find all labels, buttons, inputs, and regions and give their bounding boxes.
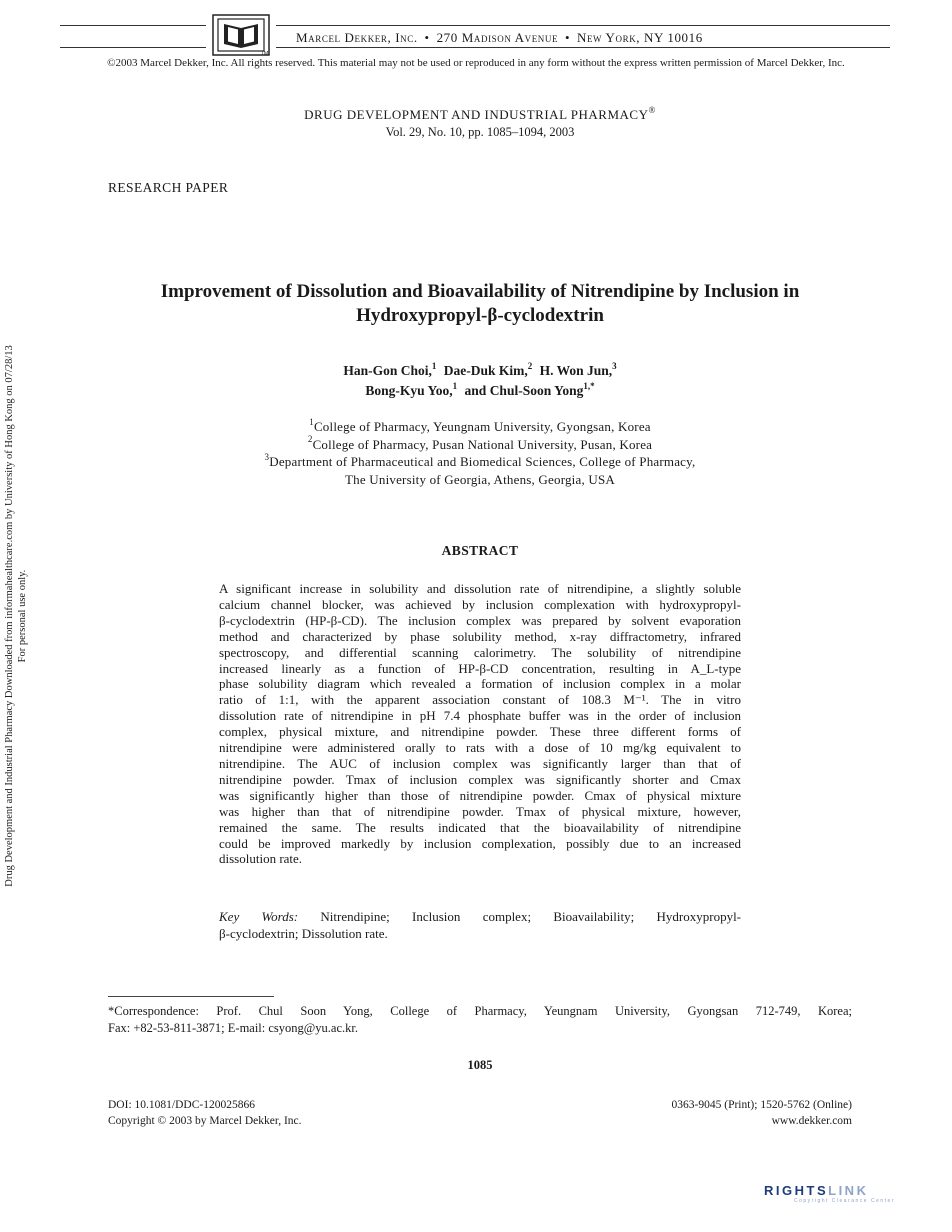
affiliation-2-sup: 2	[307, 434, 313, 445]
watermark-line-2: For personal use only.	[17, 569, 28, 663]
abstract-line-17: could be improved markedly by inclusion complexation, possibly due to an increased	[219, 835, 741, 851]
abstract-line-18: dissolution rate.	[219, 851, 303, 867]
keywords-label: Key Words:	[219, 909, 299, 924]
author-2: Dae-Duk Kim,	[443, 363, 528, 378]
title-line-2: Hydroxypropyl-β-cyclodextrin	[356, 305, 604, 326]
rightslink-word-rights: RIGHTS	[764, 1183, 829, 1198]
author-line-2	[0, 381, 952, 401]
affiliation-1-sup: 1	[309, 416, 314, 427]
author-4: Bong-Kyu Yoo,	[365, 383, 453, 398]
correspondence-footnote	[108, 1003, 852, 1037]
title-line-1: Improvement of Dissolution and Bioavailability of Nitrendipine by Inclusion in	[160, 281, 800, 302]
affiliation-4	[0, 471, 952, 489]
abstract-line-10: complex, physical mixture, and nitrendipine powder. These three different forms of	[219, 724, 741, 740]
publisher-website[interactable]: www.dekker.com	[771, 1115, 852, 1127]
abstract-line-12: nitrendipine. The AUC of inclusion complex was significantly larger than that of	[219, 755, 741, 771]
publisher-address: 270 Madison Avenue	[436, 30, 559, 45]
affiliation-1	[0, 418, 952, 436]
page-number: 1085	[467, 1058, 493, 1072]
abstract-line-11: nitrendipine were administered orally to rats with a dose of 10 mg/kg equivalent to	[219, 740, 741, 756]
bullet-1: •	[424, 30, 430, 45]
correspondence-line-1: *Correspondence: Prof. Chul Soon Yong, College of Pharmacy, Yeungnam University, Gyongsan 712-749, Korea;	[108, 1004, 852, 1018]
author-2-sup: 2	[527, 360, 533, 371]
logo-trademark: TM	[261, 51, 269, 57]
abstract-line-16: remained the same. The results indicated that the bioavailability of nitrendipine	[219, 819, 741, 835]
section-label: RESEARCH PAPER	[108, 180, 229, 195]
side-watermark	[3, 266, 33, 966]
abstract-line-6: increased linearly as a function of HP-β-CD concentration, resulting in A_L-type	[219, 660, 741, 676]
abstract-body	[219, 581, 741, 867]
author-1: Han-Gon Choi,	[343, 363, 432, 378]
copyright-notice: ©2003 Marcel Dekker, Inc. All rights reserved. This material may not be used or reproduced in any form without the express written permission of Marcel Dekker, Inc.	[107, 57, 845, 69]
author-1-sup: 1	[431, 360, 437, 371]
affiliation-4-text: The University of Georgia, Athens, Georgia, USA	[345, 471, 615, 487]
rightslink-tagline: Copyright Clearance Center	[794, 1198, 895, 1204]
rightslink-wordmark	[764, 1183, 934, 1198]
correspondence-line-2: Fax: +82-53-811-3871; E-mail: csyong@yu.ac.kr.	[108, 1021, 358, 1035]
author-line-1	[0, 361, 952, 381]
issn: 0363-9045 (Print); 1520-5762 (Online)	[671, 1099, 852, 1111]
abstract-line-8: ratio of 1:1, with the apparent association constant of 108.3 M⁻¹. The in vitro	[219, 692, 741, 708]
abstract-line-15: was higher than that of nitrendipine powder. Tmax of physical mixture, however,	[219, 803, 741, 819]
author-list	[0, 361, 952, 401]
abstract-line-7: phase solubility diagram which revealed a formation of inclusion complex in a molar	[219, 676, 741, 692]
author-4-sup: 1	[452, 380, 458, 391]
bullet-2: •	[564, 30, 571, 45]
article-title	[60, 280, 900, 328]
abstract-line-2: calcium channel blocker, was achieved by inclusion complexation with hydroxypropyl-	[219, 596, 741, 612]
affiliation-2	[0, 436, 952, 454]
footer-right	[552, 1097, 852, 1129]
footnote-rule	[108, 996, 274, 997]
affiliation-3	[0, 453, 952, 471]
publisher-name: Marcel Dekker, Inc.	[296, 30, 418, 45]
rightslink-logo	[764, 1183, 934, 1204]
author-5: and Chul-Soon Yong	[464, 383, 584, 398]
journal-name	[0, 104, 952, 123]
author-3: H. Won Jun,	[539, 363, 613, 378]
author-5-sup: 1,*	[583, 380, 595, 391]
abstract-line-4: method and characterized by phase solubility method, x-ray diffractometry, infrared	[219, 628, 741, 644]
abstract-line-13: nitrendipine powder. Tmax of inclusion complex was significantly shorter and Cmax	[219, 771, 741, 787]
affiliation-3-text: Department of Pharmaceutical and Biomedical Sciences, College of Pharmacy,	[269, 454, 696, 469]
header-rule-right-top	[276, 25, 890, 26]
header-rule-left-top	[60, 25, 206, 26]
publisher-city: New York, NY 10016	[576, 30, 703, 45]
footer-copyright: Copyright © 2003 by Marcel Dekker, Inc.	[108, 1115, 302, 1127]
header-rule-left-bottom	[60, 47, 206, 48]
abstract-line-9: dissolution rate of nitrendipine in pH 7.4 phosphate buffer was in the order of inclusion	[219, 708, 741, 724]
watermark-line-1: Drug Development and Industrial Pharmacy Downloaded from informahealthcare.com by University of Hong Kong on 07/28/13	[4, 345, 15, 887]
header-rule-right-bottom	[276, 47, 890, 48]
affiliation-2-text: College of Pharmacy, Pusan National University, Pusan, Korea	[312, 436, 653, 452]
journal-name-text: DRUG DEVELOPMENT AND INDUSTRIAL PHARMACY	[304, 107, 649, 122]
doi: DOI: 10.1081/DDC-120025866	[108, 1099, 255, 1111]
journal-volume-info: Vol. 29, No. 10, pp. 1085–1094, 2003	[385, 125, 575, 139]
registered-mark: ®	[648, 104, 656, 115]
keywords-line-2: β-cyclodextrin; Dissolution rate.	[219, 926, 388, 941]
publisher-logo	[212, 14, 270, 58]
abstract-line-1: A significant increase in solubility and dissolution rate of nitrendipine, a slightly soluble	[219, 581, 741, 596]
affiliation-1-text: College of Pharmacy, Yeungnam University, Gyongsan, Korea	[313, 419, 651, 434]
abstract-line-5: spectroscopy, and differential scanning calorimetry. The solubility of nitrendipine	[219, 644, 741, 660]
author-3-sup: 3	[612, 360, 617, 371]
keywords-line-1	[219, 908, 741, 925]
abstract-line-14: was significantly higher than those of nitrendipine powder. Cmax of physical mixture	[219, 787, 741, 803]
affiliation-list	[0, 418, 952, 488]
footer-left	[108, 1097, 302, 1129]
abstract-line-3: β-cyclodextrin (HP-β-CD). The inclusion complex was prepared by solvent evaporation	[219, 612, 741, 628]
rightslink-word-link: LINK	[828, 1183, 869, 1198]
abstract-heading: ABSTRACT	[441, 543, 519, 558]
keywords	[219, 908, 741, 942]
keywords-list-1: Nitrendipine; Inclusion complex; Bioavailability; Hydroxypropyl-	[320, 909, 742, 924]
affiliation-3-sup: 3	[264, 451, 270, 462]
publisher-line	[296, 30, 703, 46]
